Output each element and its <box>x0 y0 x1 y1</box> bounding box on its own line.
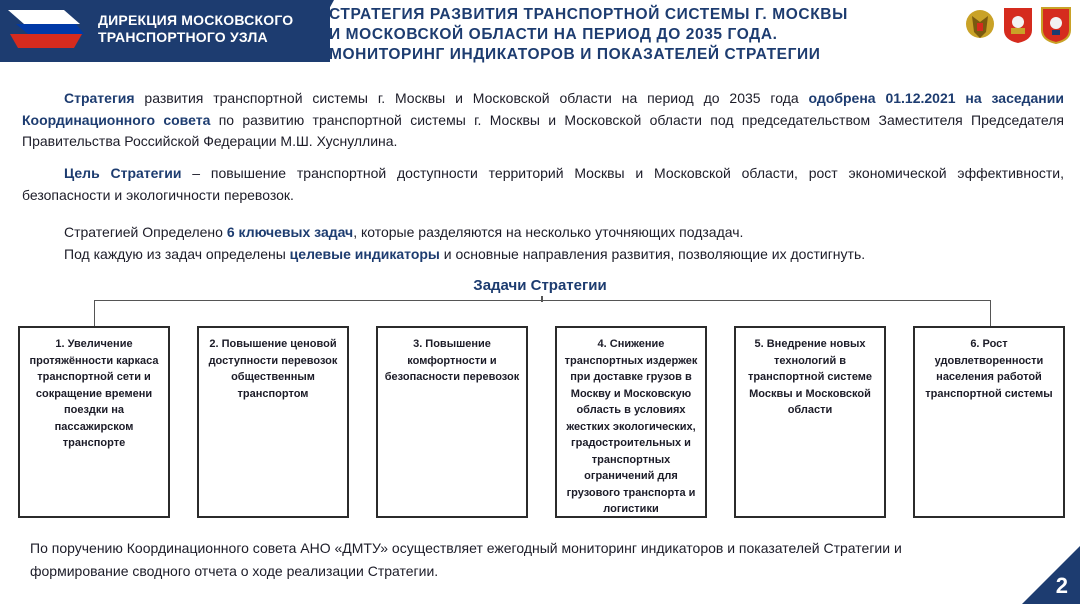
approval-date: одобрена 01.12.2021 на заседании Координационного совета <box>22 90 1064 128</box>
indicators-term: целевые индикаторы <box>289 245 440 262</box>
emblems <box>964 6 1072 44</box>
moscow-oblast-emblem-icon <box>1040 6 1072 44</box>
task-box-6: 6. Рост удовлетворенности населения работой транспортной системы <box>913 326 1065 518</box>
intro-paragraph-tasks <box>64 222 1064 265</box>
org-name <box>98 12 318 46</box>
indicators-text-2: и основные направления развития, позволяющие их достигнуть. <box>439 245 866 262</box>
tasks-count: 6 ключевых задач <box>226 224 354 240</box>
tasks-count-line <box>64 222 1064 244</box>
approval-text-2: по развитию транспортной системы г. Москвы и Московской области под председательством Заместителя Председателя Правительства Российской Федерации М.Ш. Хуснуллина. <box>22 111 1064 149</box>
intro-paragraph-goal <box>22 163 1064 206</box>
slide-title-line2: И МОСКОВСКОЙ ОБЛАСТИ НА ПЕРИОД ДО 2035 ГОДА. <box>329 26 778 43</box>
approval-text-1: развития транспортной системы г. Москвы и Московской области на период до 2035 года <box>134 90 809 106</box>
strategy-term: Стратегия <box>64 90 135 106</box>
tasks-title: Задачи Стратегии <box>473 277 607 294</box>
org-name-line1: ДИРЕКЦИЯ МОСКОВСКОГО <box>98 12 294 28</box>
indicators-line <box>64 244 1064 266</box>
intro-paragraph-approval <box>22 88 1064 153</box>
monitoring-note: По поручению Координационного совета АНО «ДМТУ» осуществляет ежегодный мониторинг индикаторов и показателей Стратегии и формирование сводного отчета о ходе реализации Стратегии. <box>30 540 902 579</box>
slide-title-line1: СТРАТЕГИЯ РАЗВИТИЯ ТРАНСПОРТНОЙ СИСТЕМЫ Г. МОСКВЫ <box>329 6 848 23</box>
flag-logo-icon <box>4 4 88 54</box>
task-box-5: 5. Внедрение новых технологий в транспортной системе Москвы и Московской области <box>734 326 886 518</box>
tasks-connector <box>94 300 991 326</box>
tasks-count-text-1: Стратегией Определено <box>64 224 227 240</box>
goal-text: – повышение транспортной доступности территорий Москвы и Московской области, рост экономической эффективности, безопасности и экологичности перевозок. <box>22 165 1064 203</box>
page-corner <box>1022 546 1080 604</box>
task-box-3: 3. Повышение комфортности и безопасности перевозок <box>376 326 528 518</box>
org-name-line2: ТРАНСПОРТНОГО УЗЛА <box>98 29 268 45</box>
slide-title <box>329 5 889 65</box>
goal-term: Цель Стратегии <box>64 165 182 181</box>
moscow-emblem-icon <box>1002 6 1034 44</box>
tasks-count-text-2: , которые разделяются на несколько уточняющих подзадач. <box>353 224 744 240</box>
indicators-text-1: Под каждую из задач определены <box>64 245 290 262</box>
slide-title-line3: МОНИТОРИНГ ИНДИКАТОРОВ И ПОКАЗАТЕЛЕЙ СТРАТЕГИИ <box>329 46 821 63</box>
task-box-4: 4. Снижение транспортных издержек при доставке грузов в Москву и Московскую область в условиях жестких экологических, градостроительных и транспортных ограничений для грузового транспорта и логистики <box>555 326 707 518</box>
russia-emblem-icon <box>964 6 996 44</box>
task-box-1: 1. Увеличение протяжённости каркаса транспортной сети и сокращение времени поездки на пассажирском транспорте <box>18 326 170 518</box>
page-number: 2 <box>1055 573 1068 598</box>
task-box-2: 2. Повышение ценовой доступности перевозок общественным транспортом <box>197 326 349 518</box>
